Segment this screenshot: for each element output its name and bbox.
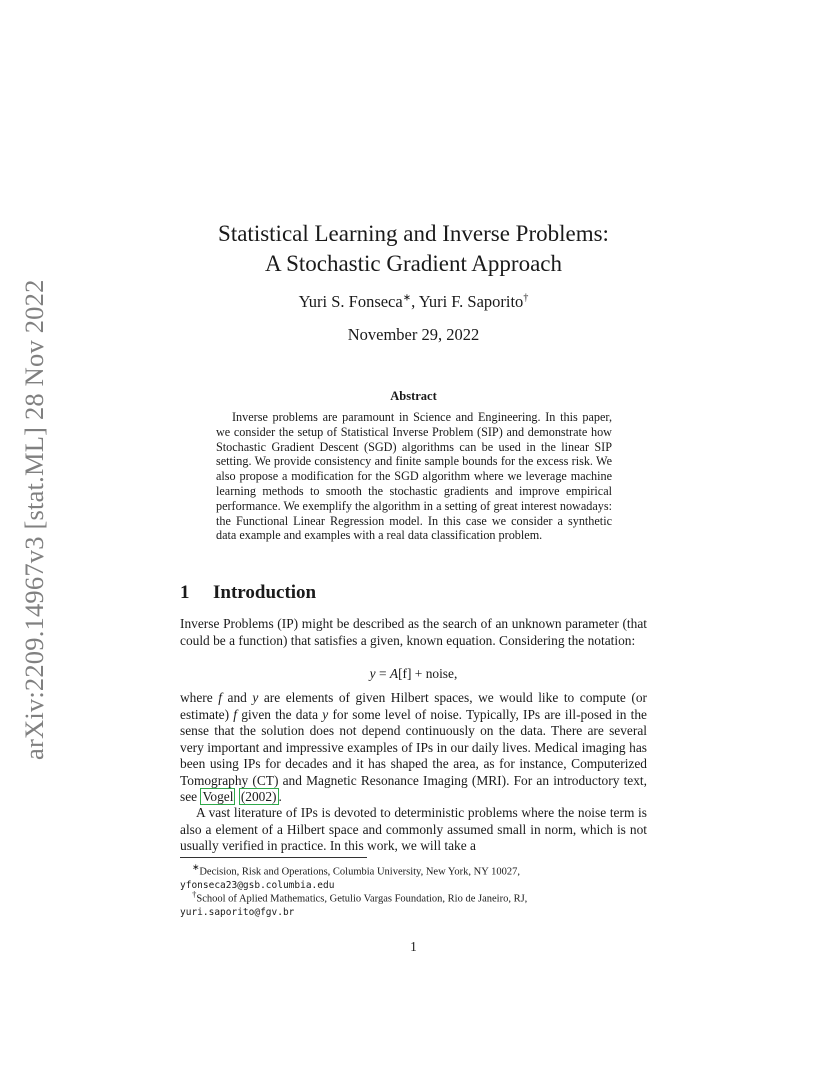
footnote-marker[interactable]: ∗ — [402, 292, 412, 304]
footnote-divider — [180, 857, 367, 858]
citation-link[interactable]: Vogel — [202, 789, 234, 804]
equation-noise: + noise, — [411, 666, 458, 681]
email-link[interactable]: yfonseca23@gsb.columbia.edu — [180, 879, 335, 891]
text-run: for some level of noise. Typically, IPs are ill-posed in the sense that the solution does not depend continuously on the data. There are several very important and impressive examples of IPs in our daily lives. Medical imaging has been using IPs for decades and it has shaped the area, as for instance, Computerized Tomography (CT) and Magnetic Resonance Imaging (MRI). For an introductory text, see — [180, 706, 647, 804]
section-heading — [180, 582, 316, 604]
email-link[interactable]: yuri.saporito@fgv.br — [180, 906, 295, 918]
equation-operator: A — [389, 666, 399, 681]
text-run: are elements of given Hilbert spaces, we would like to compute (or estimate) — [180, 690, 648, 722]
footnote-1 — [180, 861, 647, 892]
abstract-text: Inverse problems are paramount in Science and Engineering. In this paper, we consider the setup of Statistical Inverse Problem (SIP) and demonstrate how Stochastic Gradient Descent (SGD) algorithms can be used in the linear SIP setting. We provide consistency and finite sample bounds for the excess risk. We also propose a modification for the SGD algorithm where we leverage machine learning methods to smooth the stochastic gradients and improve empirical performance. We exemplify the algorithm in a setting of great interest nowadays: the Functional Linear Regression model. In this case we consider a synthetic data example and examples with a real data classification problem. — [216, 410, 612, 543]
citation-year-link[interactable]: (2002) — [240, 789, 277, 804]
footnote-marker[interactable]: † — [523, 292, 529, 304]
intro-paragraph-1: Inverse Problems (IP) might be described as the search of an unknown parameter (that could be a function) that satisfies a given, known equation. Considering the notation: — [180, 616, 647, 648]
author-separator: , — [411, 292, 419, 311]
equation — [180, 666, 647, 682]
author-list — [180, 292, 647, 312]
equation-variable: y — [369, 666, 376, 681]
math-variable: f — [218, 690, 222, 705]
page-number: 1 — [410, 939, 417, 954]
equation-argument: [f] — [398, 666, 412, 681]
math-variable: y — [322, 706, 329, 722]
publication-date: November 29, 2022 — [347, 325, 480, 344]
footnote-affiliation: School of Aplied Mathematics, Getulio Vargas Foundation, Rio de Janeiro, RJ, — [196, 893, 528, 905]
intro-paragraph-3: A vast literature of IPs is devoted to deterministic problems where the noise term is also a element of a Hilbert space and commonly assumed small in norm, which is not usually verified in practice. In this work, we will take a — [180, 805, 647, 853]
intro-paragraph-2 — [180, 690, 647, 806]
title-line-2: A Stochastic Gradient Approach — [264, 251, 562, 276]
text-run: given the data — [237, 706, 323, 722]
author-name: Yuri S. Fonseca — [298, 292, 403, 311]
footnote-marker: † — [192, 889, 197, 899]
abstract-heading: Abstract — [390, 389, 437, 403]
footnote-affiliation: Decision, Risk and Operations, Columbia University, New York, NY 10027, — [199, 866, 520, 878]
footnote-marker: ∗ — [192, 862, 200, 872]
title-line-1: Statistical Learning and Inverse Problems: — [218, 221, 609, 246]
footnote-2 — [180, 888, 647, 919]
equation-symbol: = — [375, 666, 390, 681]
paper-title — [180, 219, 647, 279]
math-variable: f — [233, 706, 238, 722]
section-number: 1 — [180, 582, 190, 603]
text-run: . — [278, 789, 282, 804]
section-title: Introduction — [213, 582, 317, 603]
author-name: Yuri F. Saporito — [418, 292, 524, 311]
text-run: and — [221, 690, 253, 705]
math-variable: y — [252, 690, 259, 705]
text-run: where — [180, 690, 219, 705]
arxiv-identifier-stamp: arXiv:2209.14967v3 [stat.ML] 28 Nov 2022 — [19, 279, 49, 760]
